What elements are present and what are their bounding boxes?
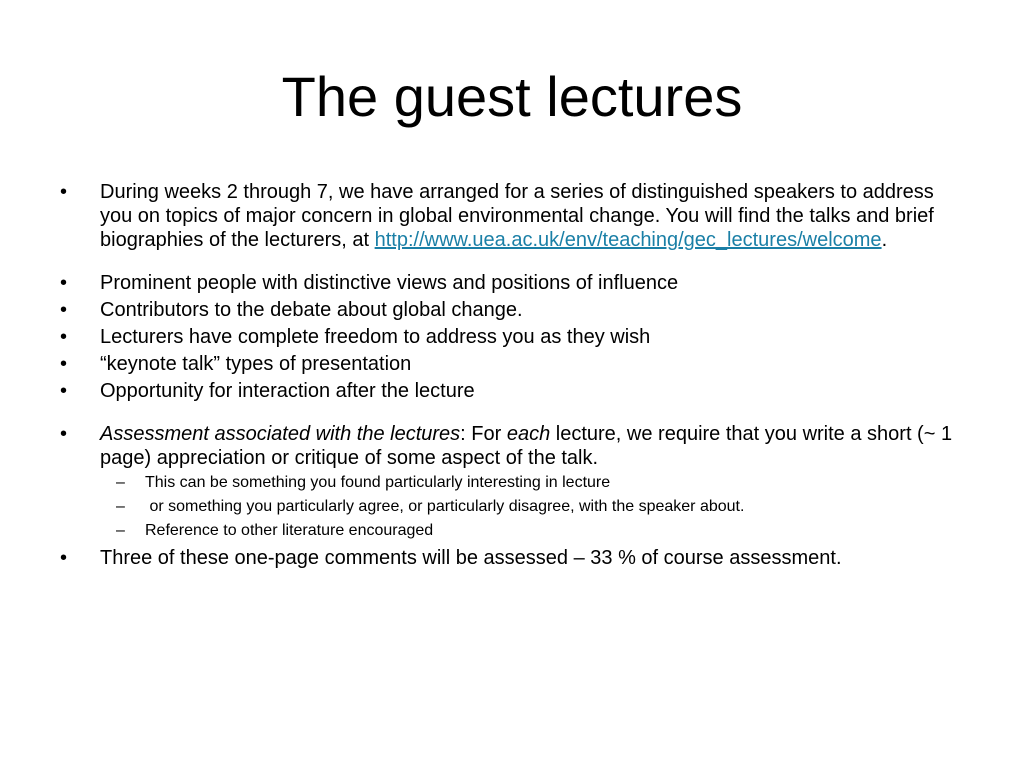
- final-bullet: [60, 546, 970, 570]
- bullet-marker: •: [60, 353, 68, 375]
- list-item: [60, 325, 970, 349]
- assessment-colon: : For: [460, 423, 507, 445]
- point-text: Lecturers have complete freedom to address you as they wish: [100, 326, 651, 348]
- list-item: [60, 352, 970, 376]
- bullet-marker: •: [60, 326, 68, 348]
- bullet-marker: •: [60, 547, 68, 569]
- sub-list-item: [100, 495, 970, 519]
- intro-text: During weeks 2 through 7, we have arranged for a series of distinguished speakers to address you on topics of major concern in global environmental change. You will find the talks and brief biographies of the lecturers, at: [100, 181, 934, 251]
- assessment-sub-list: [100, 471, 970, 543]
- list-item: [60, 298, 970, 322]
- bullet-marker: •: [60, 380, 68, 402]
- bullet-marker: •: [60, 423, 68, 445]
- point-text: Opportunity for interaction after the lecture: [100, 380, 475, 402]
- sub-list-item: [100, 519, 970, 543]
- dash-marker: –: [116, 474, 125, 491]
- bullet-marker: •: [60, 272, 68, 294]
- bullet-marker: •: [60, 299, 68, 321]
- sub-list-item: [100, 471, 970, 495]
- point-text: Contributors to the debate about global change.: [100, 299, 523, 321]
- final-point-text: Three of these one-page comments will be assessed – 33 % of course assessment.: [100, 547, 842, 569]
- slide-title: The guest lectures: [281, 65, 743, 128]
- bullet-list: [60, 180, 970, 573]
- intro-bullet: [60, 180, 970, 252]
- assessment-bullet: [60, 422, 970, 543]
- list-item: [60, 379, 970, 403]
- assessment-rest: lecture, we require that you write a short (~ 1 page) appreciation or critique of some aspect of the talk.: [100, 423, 953, 469]
- point-text: “keynote talk” types of presentation: [100, 353, 412, 375]
- list-item: [60, 271, 970, 295]
- lectures-link[interactable]: http://www.uea.ac.uk/env/teaching/gec_lectures/welcome: [374, 229, 882, 251]
- sub-item-text: This can be something you found particularly interesting in lecture: [145, 474, 611, 491]
- bullet-marker: •: [60, 181, 68, 203]
- sub-item-text: Reference to other literature encouraged: [145, 522, 434, 539]
- assessment-each: each: [506, 423, 551, 445]
- assessment-label: Assessment associated with the lectures: [100, 423, 461, 445]
- intro-end: .: [881, 229, 888, 251]
- dash-marker: –: [116, 498, 125, 515]
- sub-item-text: or something you particularly agree, or particularly disagree, with the speaker about.: [145, 498, 745, 515]
- point-text: Prominent people with distinctive views and positions of influence: [100, 272, 679, 294]
- dash-marker: –: [116, 522, 125, 539]
